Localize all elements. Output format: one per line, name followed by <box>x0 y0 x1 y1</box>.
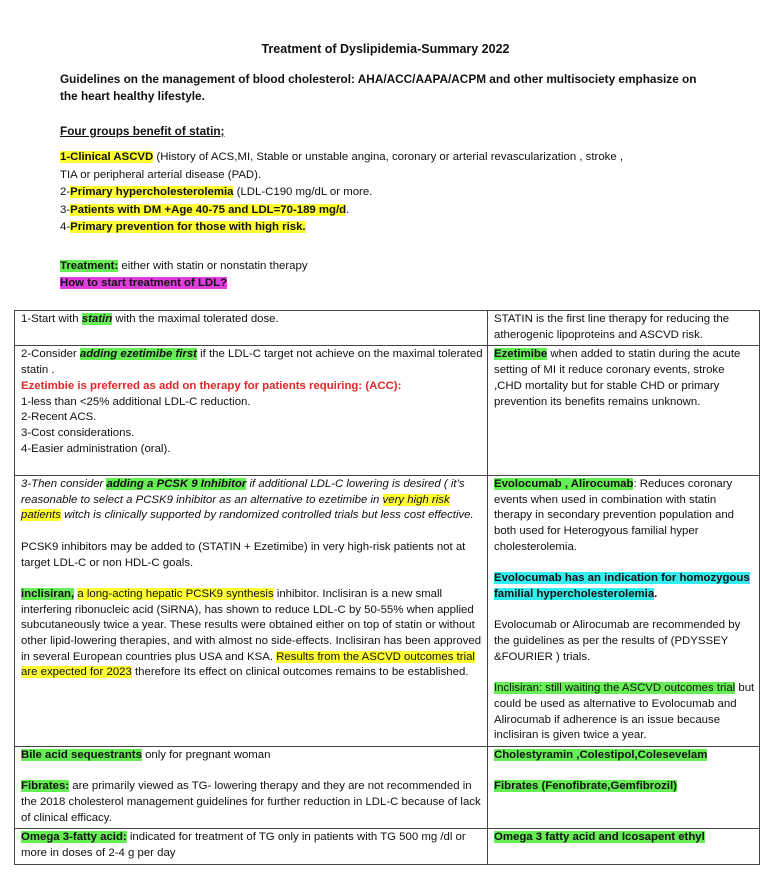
list-item: 3-Cost considerations. <box>21 426 135 439</box>
table-cell: Cholestyramin ,Colestipol,Colesevelam Fibrates (Fenofibrate,Gemfibrozil) <box>488 746 760 829</box>
table-cell: 1-Start with statin with the maximal tolerated dose. <box>15 311 488 346</box>
group-1-cont: TIA or peripheral arterial disease (PAD). <box>60 168 262 181</box>
list-item: 2-Recent ACS. <box>21 411 97 424</box>
statin-groups <box>60 149 710 237</box>
page-title: Treatment of Dyslipidemia-Summary 2022 <box>261 42 510 56</box>
ezetimibe-preferred: Ezetimbie is preferred as add on therapy for patients requiring: (ACC): <box>21 379 402 392</box>
table-cell: Ezetimibe when added to statin during the acute setting of MI it reduce coronary events, stroke ,CHD mortality but for stable CHD or primary prevention its benefits remains unknown. <box>488 346 760 476</box>
treatment-table <box>14 310 760 865</box>
group-4: 4-Primary prevention for those with high risk. <box>60 221 306 233</box>
treatment-line: Treatment: either with statin or nonstatin therapy <box>60 260 308 272</box>
treatment-question: How to start treatment of LDL? <box>60 277 228 289</box>
group-1: 1-Clinical ASCVD (History of ACS,MI, Stable or unstable angina, coronary or arterial revascularization , stroke , <box>60 151 624 163</box>
group-2: 2-Primary hypercholesterolemia (LDL-C190 mg/dL or more. <box>60 186 373 198</box>
table-cell: STATIN is the first line therapy for reducing the atherogenic lipoproteins and ASCVD risk. <box>488 311 760 346</box>
table-cell: Bile acid sequestrants only for pregnant woman Fibrates: are primarily viewed as TG- lowering therapy and they are not recommended in the 2018 cholesterol management guidelines for further reduction in LDL-C because of lack of clinical efficacy. <box>15 746 488 829</box>
table-cell: 2-Consider adding ezetimibe first if the LDL-C target not achieve on the maximal tolerated statin . Ezetimbie is preferred as add on therapy for patients requiring: (ACC): 1-less than <25% additional LDL-C reduction. 2-Recent ACS. 3-Cost considerations. 4-Easier administration (oral). <box>15 346 488 476</box>
table-cell: Evolocumab , Alirocumab: Reduces coronary events when used in combination with statin therapy in secondary prevention population and both used for Heterogyous familial hyper cholesterolemia. Evolocumab has an indication for homozygous familial hypercholesterolemia. Evolocumab or Alirocumab are recommended by the guidelines as per the results of (PDYSSEY &FOURIER ) trials. Inclisiran: still waiting the ASCVD outcomes trial but could be used as alternative to Evolocumab and Alirocumab if adherence is an issue because inclisiran is given twice a year. <box>488 476 760 747</box>
group-3: 3-Patients with DM +Age 40-75 and LDL=70-189 mg/d. <box>60 203 350 216</box>
table-row <box>15 476 760 747</box>
groups-heading: Four groups benefit of statin; <box>60 124 225 138</box>
table-row <box>15 746 760 829</box>
list-item: 1-less than <25% additional LDL-C reduction. <box>21 395 251 408</box>
treatment-section <box>60 258 710 292</box>
list-item: 4-Easier administration (oral). <box>21 442 171 455</box>
table-cell: Omega 3 fatty acid and Icosapent ethyl <box>488 829 760 864</box>
table-row <box>15 311 760 346</box>
table-row <box>15 346 760 476</box>
intro-text: Guidelines on the management of blood cholesterol: AHA/ACC/AAPA/ACPM and other multisociety emphasize on the heart healthy lifestyle. <box>60 72 697 103</box>
table-row <box>15 829 760 864</box>
table-cell: Omega 3-fatty acid: indicated for treatment of TG only in patients with TG 500 mg /dl or more in doses of 2-4 g per day <box>15 829 488 864</box>
table-cell: 3-Then consider adding a PCSK 9 Inhibitor if additional LDL-C lowering is desired ( it’s reasonable to select a PCSK9 inhibitor as an alternative to ezetimibe in very high risk patients witch is clinically supported by randomized controlled trials but less cost effective. PCSK9 inhibitors may be added to (STATIN + Ezetimibe) in very high-risk patients not at target LDL-C or non HDL-C goals. inclisiran, a long-acting hepatic PCSK9 synthesis inhibitor. Inclisiran is a new small interfering ribonucleic acid (SiRNA), has shown to reduce LDL-C by 50-55% when applied subcutaneously twice a year. These results were obtained either on top of statin or without other lipid-lowering therapies, and with almost no side-effects. Inclisiran has been approved in several European countries plus USA and KSA. Results from the ASCVD outcomes trial are expected for 2023 therefore Its effect on clinical outcomes remains to be established. <box>15 476 488 747</box>
